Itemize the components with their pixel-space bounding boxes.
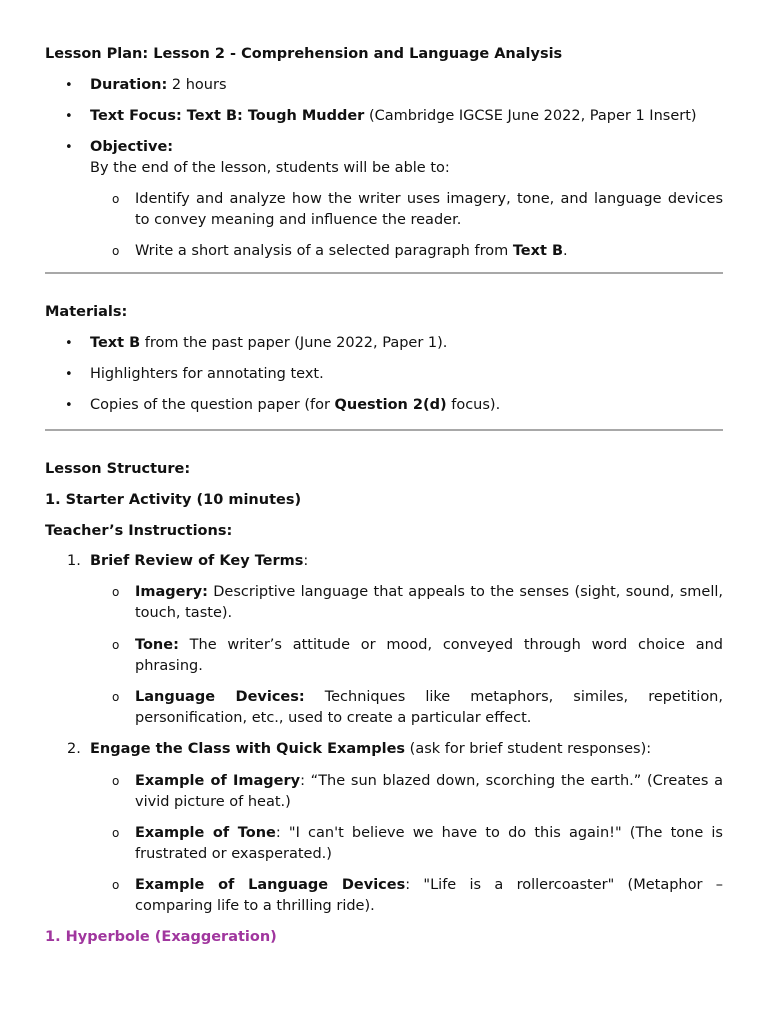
text-focus-label: Text Focus: Text B: Tough Mudder [90,108,365,124]
duration-value: 2 hours [167,77,227,93]
duration-label: Duration: [90,77,168,93]
horizontal-divider [45,429,723,431]
sub-bullet-icon: o [112,774,120,788]
sub-bullet-icon: o [112,878,120,892]
objective-text: . [563,243,568,259]
sub-bullet-icon: o [112,585,120,599]
material-text: Copies of the question paper (for [90,397,335,413]
objective-item [45,189,723,231]
document-page [45,43,723,948]
example-text: : “The sun blazed down, scorching the earth.” (Creates a vivid picture of heat.) [135,773,723,810]
sub-bullet-icon: o [112,826,120,840]
step-number: 1. [67,553,81,569]
list-item-text-focus [45,106,723,127]
example-item [45,875,723,917]
material-text: from the past paper (June 2022, Paper 1). [140,335,448,351]
list-item-step [45,551,723,572]
bullet-icon: • [65,140,73,155]
step-text: : [303,553,309,569]
sub-bullet-icon: o [112,244,120,258]
term-label: Imagery: [135,584,208,600]
list-item-duration [45,75,723,96]
bullet-icon: • [65,109,73,124]
example-item [45,823,723,865]
example-label: Example of Language Devices [135,877,406,893]
term-item [45,582,723,624]
example-label: Example of Tone [135,825,276,841]
sub-bullet-icon: o [112,638,120,652]
teacher-instructions-heading: Teacher’s Instructions: [45,523,233,539]
step-title: Engage the Class with Quick Examples [90,741,406,757]
bullet-icon: • [65,336,73,351]
list-item-material [45,364,723,385]
list-item-step [45,739,723,760]
term-text: Descriptive language that appeals to the senses (sight, sound, smell, touch, taste). [135,584,723,621]
material-text: focus). [446,397,501,413]
example-text: : "Life is a rollercoaster" (Metaphor – comparing life to a thrilling ride). [135,877,723,914]
term-label: Language Devices: [135,689,305,705]
sub-bullet-icon: o [112,690,120,704]
term-text: The writer’s attitude or mood, conveyed through word choice and phrasing. [135,637,723,674]
term-item [45,687,723,729]
objective-text: Write a short analysis of a selected paragraph from [135,243,513,259]
lesson-structure-heading: Lesson Structure: [45,461,191,477]
list-item-material [45,395,723,416]
text-focus-value: (Cambridge IGCSE June 2022, Paper 1 Insert) [364,108,697,124]
bullet-icon: • [65,398,73,413]
step-text: (ask for brief student responses): [405,741,652,757]
horizontal-divider [45,272,723,274]
example-text: : "I can't believe we have to do this again!" (The tone is frustrated or exasperated.) [135,825,723,862]
sub-bullet-icon: o [112,192,120,206]
objective-item [45,241,723,262]
list-item-objective [45,137,723,179]
objective-intro: By the end of the lesson, students will be able to: [90,160,450,176]
page-title: Lesson Plan: Lesson 2 - Comprehension and Language Analysis [45,46,563,62]
step-number: 2. [67,741,81,757]
bullet-icon: • [65,367,73,382]
material-bold: Text B [90,335,141,351]
objective-text: Identify and analyze how the writer uses imagery, tone, and language devices to convey meaning and influence the reader. [135,191,723,228]
objective-label: Objective: [90,139,174,155]
example-label: Example of Imagery [135,773,301,789]
term-item [45,635,723,677]
term-text: Techniques like metaphors, similes, repetition, personification, etc., used to create a particular effect. [135,689,723,726]
starter-activity-heading: 1. Starter Activity (10 minutes) [45,492,302,508]
list-item-material [45,333,723,354]
material-text: Highlighters for annotating text. [90,366,324,382]
step-title: Brief Review of Key Terms [90,553,304,569]
example-item [45,771,723,813]
material-bold: Question 2(d) [334,397,447,413]
bullet-icon: • [65,78,73,93]
term-label: Tone: [135,637,179,653]
materials-heading: Materials: [45,304,128,320]
objective-text-bold: Text B [512,243,564,259]
section-heading-hyperbole: 1. Hyperbole (Exaggeration) [45,929,277,945]
